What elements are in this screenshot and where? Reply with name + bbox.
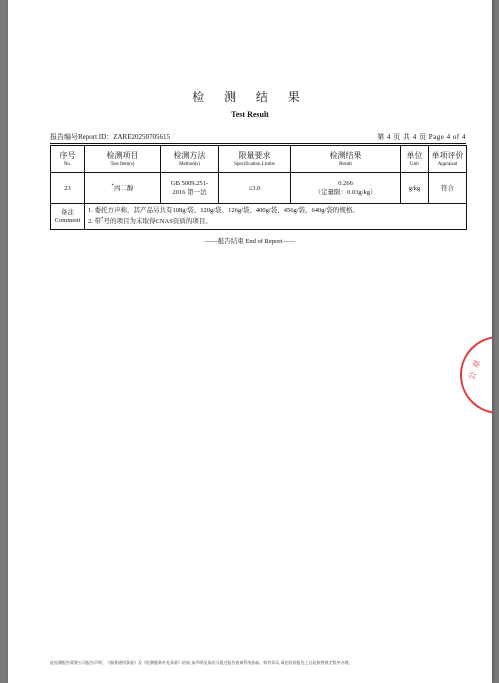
page-title-en: Test Result (231, 110, 269, 119)
cell-item: *丙二醇 (85, 173, 161, 204)
remark-label: 备注 Comment (51, 204, 85, 230)
footer-disclaimer: 此检测报告需要公司报告声明、《服务通用条款》及《检测服务补充条款》约束,该声明及条款可通过报告查询系统获取。如有异议,请在收到报告之日起按照规定程序办理。 (50, 660, 353, 665)
report-id: 报告编号Report ID：ZARE20250705615 (50, 133, 170, 141)
report-page (8, 0, 492, 683)
page-title-cn: 检 测 结 果 (192, 90, 308, 104)
col-header-limit: 限量要求 Specification Limits (219, 146, 291, 173)
col-header-item: 检测项目 Test Item(s) (85, 146, 161, 173)
col-header-appraisal: 单项评价 Appraisal (429, 146, 467, 173)
cell-limit: ≤3.0 (219, 173, 291, 204)
table-header-row (51, 146, 467, 173)
remark-text: 1. 委托方声称，其产品另共有108g/袋、120g/袋、126g/袋、400g/袋、456g/袋、640g/袋的规格。 2. 带*号的项目为未取得CNAS资质的项目。 (85, 204, 467, 230)
cell-appraisal: 符合 (429, 173, 467, 204)
page-indicator: 第 4 页 共 4 页 Page 4 of 4 (377, 133, 466, 141)
col-header-no: 序号 No. (51, 146, 85, 173)
red-seal-stamp: 公 章 (460, 336, 492, 414)
col-header-method: 检测方法 Method(s) (161, 146, 219, 173)
end-of-report: ——报告结束 End of Report—— (204, 238, 296, 245)
col-header-result: 检测结果 Result (291, 146, 401, 173)
cell-method: GB 5009.251- 2016 第一法 (161, 173, 219, 204)
cnas-star-icon: * (101, 217, 104, 223)
table-row (51, 173, 467, 204)
cnas-star-icon: * (111, 184, 114, 190)
col-header-unit: 单位 Unit (401, 146, 429, 173)
cell-unit: g/kg (401, 173, 429, 204)
remark-row (51, 204, 467, 230)
report-header-line (50, 132, 466, 144)
cell-result: 0.266 （定量限：0.03g/kg） (291, 173, 401, 204)
cell-no: 23 (51, 173, 85, 204)
results-table (50, 145, 467, 230)
